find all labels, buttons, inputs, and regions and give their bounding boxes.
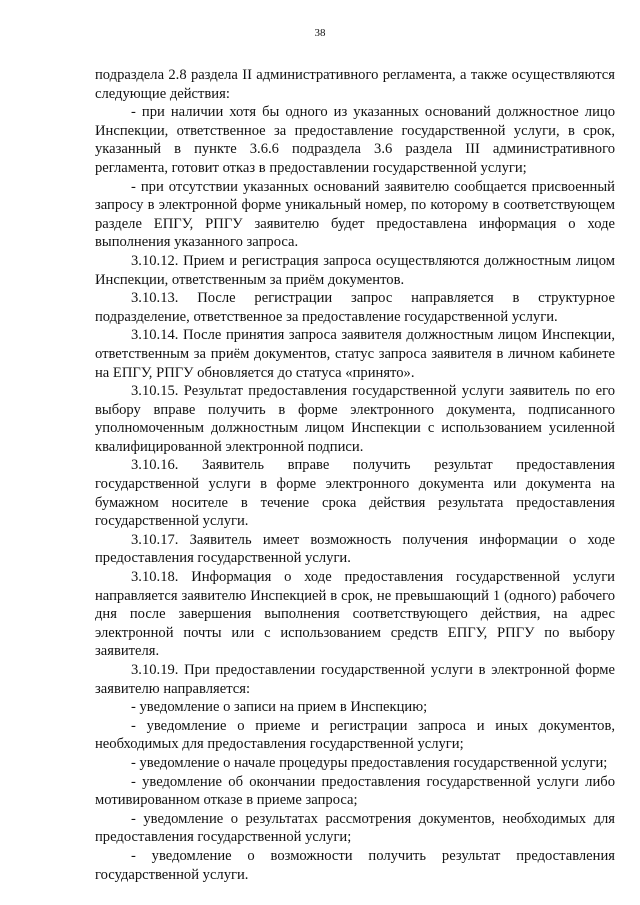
paragraph: 3.10.17. Заявитель имеет возможность получения информации о ходе предоставления государственной услуги. [95,531,615,567]
list-item: - уведомление об окончании предоставления государственной услуги либо мотивированном отказе в приеме запроса; [95,773,615,809]
list-item: - уведомление о приеме и регистрации запроса и иных документов, необходимых для предоставления государственной услуги; [95,717,615,753]
list-item: - уведомление о результатах рассмотрения документов, необходимых для предоставления государственной услуги; [95,810,615,846]
list-item: - уведомление о возможности получить результат предоставления государственной услуги. [95,847,615,883]
paragraph: подраздела 2.8 раздела II административного регламента, а также осуществляются следующие действия: [95,67,615,102]
paragraph: 3.10.18. Информация о ходе предоставления государственной услуги направляется заявителю Инспекцией в срок, не превышающий 1 (одного) рабочего дня после завершения выполнения соответствующего действия, на адрес электронной почты или с использованием средств ЕПГУ, РПГУ по выбору заявителя. [95,569,615,660]
list-item: - уведомление о начале процедуры предоставления государственной услуги; [131,754,608,771]
document-body [95,66,615,884]
paragraph: 3.10.19. При предоставлении государственной услуги в электронной форме заявителю направляется: [95,662,615,697]
page-number: 38 [314,27,326,39]
paragraph: 3.10.12. Прием и регистрация запроса осуществляются должностным лицом Инспекции, ответственным за приём документов. [95,252,615,288]
paragraph: 3.10.15. Результат предоставления государственной услуги заявитель по его выбору вправе получить в форме электронного документа, подписанного уполномоченным должностным лицом Инспекции с использованием усиленной квалифицированной электронной подписи. [95,383,615,455]
paragraph: - при наличии хотя бы одного из указанных оснований должностное лицо Инспекции, ответственное за предоставление государственной услуги, в срок, указанный в пункте 3.6.6 подраздела 3.6 раздела III административного регламента, готовит отказ в предоставлении государственной услуги; [95,104,615,176]
paragraph: 3.10.13. После регистрации запрос направляется в структурное подразделение, ответственное за предоставление государственной услуги. [95,290,615,325]
list-item: - уведомление о записи на прием в Инспекцию; [131,699,428,716]
paragraph: 3.10.14. После принятия запроса заявителя должностным лицом Инспекции, ответственным за приём документов, статус запроса заявителя в личном кабинете на ЕПГУ, РПГУ обновляется до статуса «принято». [95,327,615,381]
paragraph: 3.10.16. Заявитель вправе получить результат предоставления государственной услуги в форме электронного документа или документа на бумажном носителе в течение срока действия результата предоставления государственной услуги. [95,457,615,530]
paragraph: - при отсутствии указанных оснований заявителю сообщается присвоенный запросу в электронной форме уникальный номер, по которому в соответствующем разделе ЕПГУ, РПГУ заявителю будет предоставлена информация о ходе выполнения указанного запроса. [95,178,615,251]
